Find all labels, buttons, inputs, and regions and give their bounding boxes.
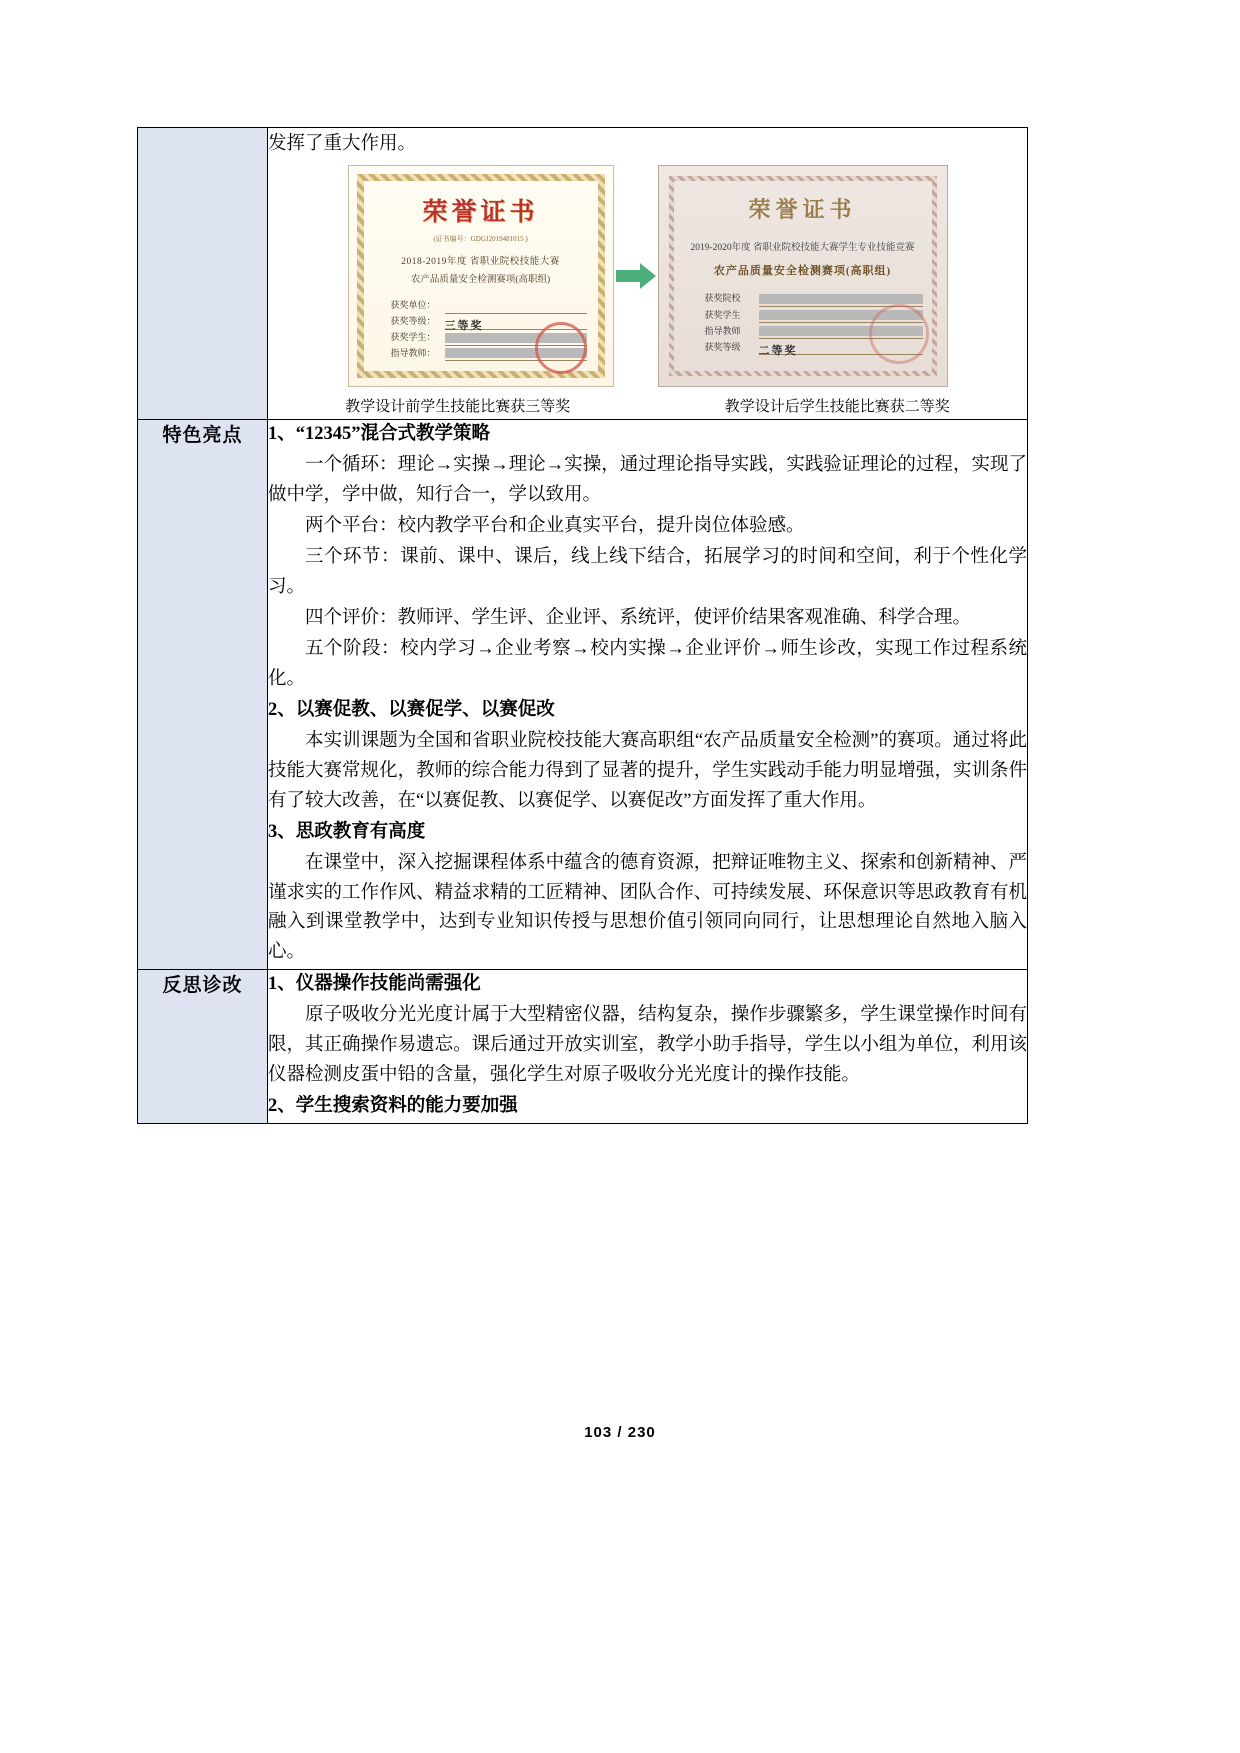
cert-right-field-label: 指导教师 [704,325,741,336]
content-table [137,127,1028,1124]
table-row-highlights [138,419,1028,969]
row-label-reflection: 反思诊改 [138,970,268,1124]
cert-left-field-blank [445,301,587,314]
highlights-para-2: 两个平台：校内教学平台和企业真实平台，提升岗位体验感。 [305,515,805,536]
page-number: 103 / 230 [584,1424,656,1441]
highlights-para-6: 本实训课题为全国和省职业院校技能大赛高职组“农产品质量安全检测”的赛项。通过将此技能大赛常规化，教师的综合能力得到了显著的提升，学生实践动手能力明显增强，实训条件有了较大改善，在“以赛促教、以赛促学、以赛促改”方面发挥了重大作用。 [268,730,1027,811]
certificate-left-image [348,165,614,387]
cert-left-field-label: 获奖学生： [390,331,436,342]
cert-right-line1: 2019-2020年度 省职业院校技能大赛学生专业技能竞赛 [690,243,915,254]
highlights-para-4: 四个评价：教师评、学生评、企业评、系统评，使评价结果客观准确、科学合理。 [305,607,972,628]
arrow-right-icon [614,165,658,387]
official-seal-icon [535,322,587,374]
cert-left-line2: 农产品质量安全检测赛项(高职组) [410,274,551,285]
reflection-cell [268,970,1028,1124]
reflection-para-1: 原子吸收分光光度计属于大型精密仪器，结构复杂，操作步骤繁多，学生课堂操作时间有限，其正确操作易遗忘。课后通过开放实训室，教学小助手指导，学生以小组为单位，利用该仪器检测皮蛋中铅的含量，强化学生对原子吸收分光光度计的操作技能。 [268,1005,1027,1086]
caption-right: 教学设计后学生技能比赛获二等奖 [724,397,950,415]
cert-right-grade-value: 二等奖 [758,345,798,358]
table-row-certificates [138,128,1028,420]
row-label-highlights: 特色亮点 [138,419,268,969]
caption-left: 教学设计前学生技能比赛获三等奖 [345,397,571,415]
certificate-image-row [268,165,1027,387]
intro-text: 发挥了重大作用。 [268,134,417,154]
cert-left-grade-value: 三等奖 [444,319,484,332]
cert-left-title: 荣誉证书 [422,197,539,226]
cert-left-field-row [391,298,587,314]
cert-left-subtitle: (证书编号：GDGJ2019481015 ) [433,235,528,244]
highlights-heading-1: 1、“12345”混合式教学策略 [268,423,491,444]
table-row-reflection [138,970,1028,1124]
cert-left-field-label: 获奖单位： [390,300,436,311]
highlights-para-1: 一个循环：理论→实操→理论→实操，通过理论指导实践，实践验证理论的过程，实现了做中学，学中做，知行合一，学以致用。 [268,454,1027,505]
redaction-bar [759,294,923,304]
certificate-right-image [658,165,948,387]
highlights-para-3: 三个环节：课前、课中、课后，线上线下结合，拓展学习的时间和空间，利于个性化学习。 [268,546,1027,597]
cert-right-line2: 农产品质量安全检测赛项(高职组) [713,264,892,277]
cert-right-field-label: 获奖等级 [704,342,741,353]
highlights-para-5: 五个阶段：校内学习→企业考察→校内实操→企业评价→师生诊改，实现工作过程系统化。 [268,638,1027,689]
reflection-heading-2: 2、学生搜索资料的能力要加强 [268,1096,518,1117]
reflection-heading-1: 1、仪器操作技能尚需强化 [268,974,481,995]
cert-right-field-label: 获奖院校 [704,293,741,304]
certificate-captions [268,395,1027,419]
highlights-para-7: 在课堂中，深入挖掘课程体系中蕴含的德育资源，把辩证唯物主义、探索和创新精神、严谨求实的工作作风、精益求精的工匠精神、团队合作、可持续发展、环保意识等思政教育有机融入到课堂教学中，达到专业知识传授与思想价值引领同向同行，让思想理论自然地入脑入心。 [268,852,1027,963]
highlights-heading-3: 3、思政教育有高度 [268,821,426,842]
cert-left-field-label: 获奖等级： [390,316,436,326]
highlights-heading-2: 2、以赛促教、以赛促学、以赛促改 [268,699,555,720]
cert-right-title: 荣誉证书 [748,196,857,222]
cert-left-field-label: 指导教师： [390,347,436,358]
highlights-cell [268,419,1028,969]
official-seal-icon [869,304,929,364]
cert-left-line1: 2018-2019年度 省职业院校技能大赛 [401,256,560,267]
certificates-cell [268,128,1028,420]
cert-right-field-label: 获奖学生 [704,309,741,320]
row-label-empty [138,128,268,420]
